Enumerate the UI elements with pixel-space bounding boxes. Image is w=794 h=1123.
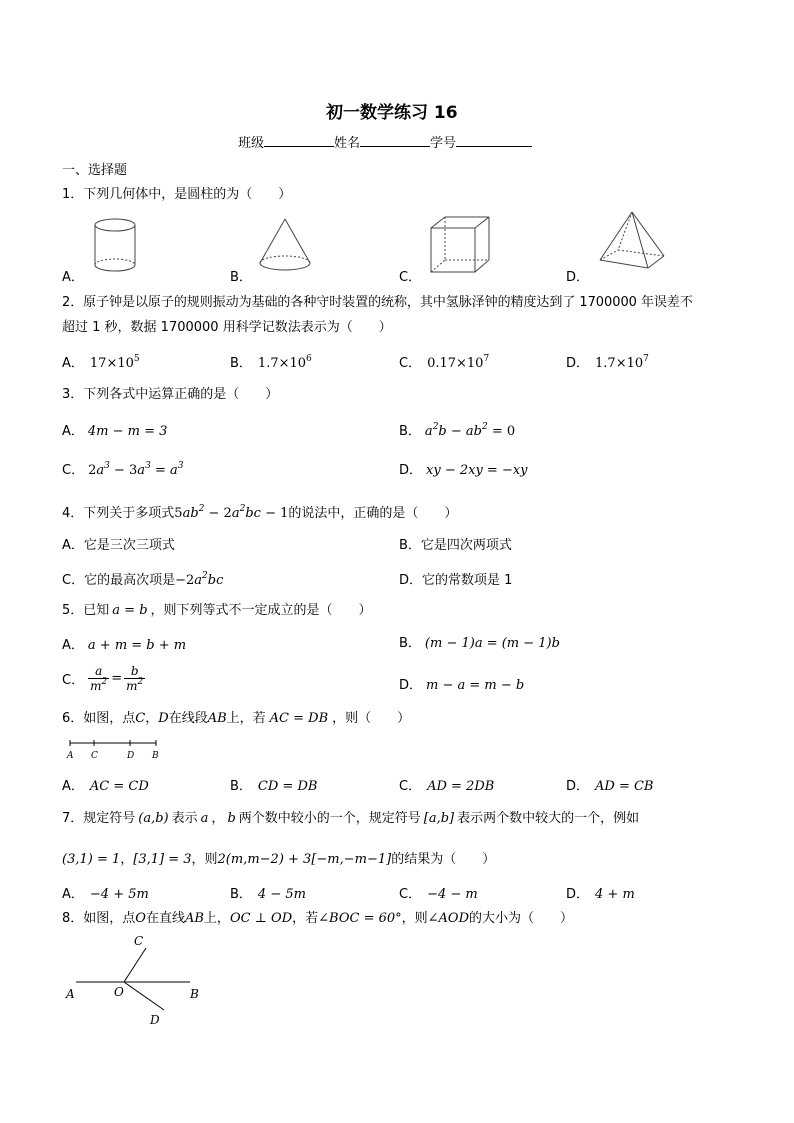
q7-option-d[interactable]: [566, 883, 635, 902]
q6-option-a[interactable]: [62, 775, 149, 794]
section-heading: 一、选择题: [62, 163, 128, 178]
option-exponent: 6: [306, 354, 312, 364]
point-label: O: [135, 911, 146, 926]
option-math: 4 + m: [595, 887, 635, 902]
q1-option-c[interactable]: C．: [399, 270, 422, 285]
option-label: D．: [566, 356, 590, 371]
point-label: C: [135, 711, 146, 726]
q5-option-b[interactable]: [399, 632, 560, 651]
q3-option-d[interactable]: [399, 459, 528, 478]
name-blank[interactable]: [360, 134, 430, 147]
point-b-label: B: [152, 751, 159, 761]
q3-option-b[interactable]: [399, 420, 515, 439]
option-math: AD = 2DB: [427, 779, 495, 794]
option-math: m − a = m − b: [426, 678, 525, 693]
student-info-line: [238, 132, 532, 151]
stem-text: 6．如图，点: [62, 711, 136, 726]
option-label: B．: [230, 779, 252, 794]
angle-expression: ∠BOC = 60°: [318, 911, 402, 926]
option-label: D．: [566, 887, 590, 902]
question-7-line-1: 7．规定符号 (a,b) 表示 a ， b 两个数中较小的一个，规定符号 [a,b] 表示两个数中较大的一个，例如: [62, 811, 640, 826]
option-exponent: 7: [643, 354, 649, 364]
cube-icon: [428, 214, 494, 274]
cylinder-icon: [90, 215, 146, 277]
cone-icon: [255, 215, 315, 277]
option-label: D．: [399, 463, 423, 478]
class-blank[interactable]: [264, 134, 334, 147]
q4-option-b[interactable]: B．它是四次两项式: [399, 538, 512, 553]
segment-diagram: [64, 737, 164, 763]
option-math: $-2a^2bc$: [175, 571, 224, 588]
example-max: [3,1] = 3: [133, 852, 192, 867]
stem-text: 5．已知: [62, 603, 110, 618]
point-a-label: A: [67, 751, 74, 761]
option-label: A．: [62, 779, 84, 794]
option-label: B．: [399, 424, 421, 439]
q3-option-c[interactable]: [62, 459, 183, 478]
option-math: AC = CD: [89, 779, 149, 794]
option-math: 4 − 5m: [257, 887, 306, 902]
stem-text: 在线段: [168, 711, 208, 726]
point-a-label: A: [66, 987, 75, 1001]
question-2-line-2: 超过 1 秒，数据 1700000 用科学记数法表示为（ ）: [62, 320, 392, 335]
q7-option-b[interactable]: [230, 883, 306, 902]
option-math: 1.7×10: [257, 356, 307, 371]
option-math: 4m − m = 3: [87, 424, 168, 439]
option-math: −4 + 5m: [89, 887, 149, 902]
q5-option-c[interactable]: C． $\frac{a}{m^2}$ = $\frac{b}{m^2}$: [62, 664, 144, 693]
option-math: 17×10: [89, 356, 134, 371]
question-7-line-2: (3,1) = 1，[3,1] = 3，则2(m,m−2) + 3[−m,−m−1]的结果为（ ）: [62, 852, 496, 867]
q4-option-a[interactable]: A．它是三次三项式: [62, 538, 175, 553]
option-math: AD = CB: [595, 779, 654, 794]
stem-text: 两个数中较小的一个，规定符号: [238, 811, 421, 826]
option-math: $2a^3 - 3a^3 = a^3$: [88, 461, 184, 478]
stem-text: 表示两个数中较大的一个，例如: [457, 811, 640, 826]
stem-text: ，: [211, 811, 225, 826]
option-exponent: 5: [133, 354, 140, 364]
option-label: C．: [62, 463, 85, 478]
q1-option-d[interactable]: D．: [566, 270, 590, 285]
stem-text: ，若: [292, 911, 319, 926]
option-math: (m − 1)a = (m − 1)b: [424, 636, 560, 651]
q6-option-b[interactable]: [230, 775, 317, 794]
q4-option-d[interactable]: D．它的常数项是 1: [399, 573, 513, 588]
option-label: B．: [399, 636, 421, 651]
option-label: C．: [399, 887, 422, 902]
option-math: xy − 2xy = −xy: [426, 463, 528, 478]
option-math: $a^2b - ab^2 = 0$: [424, 422, 516, 439]
angle-target: ∠AOD: [427, 911, 470, 926]
option-math: −4 − m: [427, 887, 478, 902]
option-label: C．: [399, 779, 422, 794]
stem-text: 的说法中，正确的是（ ）: [288, 506, 458, 521]
stem-text: 上，若: [226, 711, 266, 726]
option-label: A．: [62, 356, 84, 371]
option-label: A．: [62, 424, 84, 439]
option-label: D．: [399, 678, 423, 693]
perpendicular-expression: OC ⊥ OD: [229, 911, 293, 926]
point-o-label: O: [114, 985, 124, 999]
stem-text: ，则下列等式不一定成立的是（ ）: [150, 603, 372, 618]
page-title: 初一数学练习 16: [326, 103, 458, 123]
stem-text: 4．下列关于多项式: [62, 506, 175, 521]
option-exponent: 7: [483, 354, 490, 364]
stem-math: AC = DB: [269, 711, 329, 726]
point-d-label: D: [127, 751, 135, 761]
stem-text: 上，: [203, 911, 230, 926]
q4-option-c[interactable]: [62, 569, 223, 588]
stem-text: 的大小为（ ）: [469, 911, 574, 926]
polynomial-expression: $5ab^2 - 2a^2bc - 1$: [174, 504, 289, 521]
class-label: 班级: [238, 136, 265, 151]
q2-option-c[interactable]: [399, 352, 489, 371]
stem-text: 8．如图，点: [62, 911, 136, 926]
question-6-stem: [62, 707, 410, 726]
question-4-stem: [62, 502, 457, 521]
q7-option-c[interactable]: [399, 883, 478, 902]
option-label: C．: [62, 673, 85, 688]
stem-text: ，则（ ）: [332, 711, 411, 726]
question-8-stem: 8．如图，点O在直线AB上，OC ⊥ OD，若∠BOC = 60°，则∠AOD的大小为（ ）: [62, 911, 574, 926]
point-label: D: [158, 711, 169, 726]
point-c-label: C: [134, 934, 144, 948]
q1-option-b[interactable]: B．: [230, 270, 252, 285]
name-label: 姓名: [334, 136, 361, 151]
question-5-stem: [62, 599, 372, 618]
id-blank[interactable]: [456, 134, 532, 147]
q1-option-a[interactable]: A．: [62, 270, 84, 285]
id-label: 学号: [430, 136, 457, 151]
q6-option-c[interactable]: [399, 775, 494, 794]
stem-text: 7．规定符号: [62, 811, 136, 826]
min-symbol: (a,b): [138, 811, 169, 826]
stem-text: 表示: [171, 811, 198, 826]
q2-option-b[interactable]: [230, 352, 312, 371]
stem-text: ，: [145, 711, 159, 726]
point-d-label: D: [150, 1013, 160, 1027]
stem-text: ，则: [191, 852, 218, 867]
q3-option-a[interactable]: [62, 420, 167, 439]
option-text: C．它的最高次项是: [62, 573, 176, 588]
target-expression: 2(m,m−2) + 3[−m,−m−1]: [217, 852, 392, 867]
option-label: D．: [566, 779, 590, 794]
q5-option-a[interactable]: [62, 634, 186, 653]
angle-diagram: [62, 930, 212, 1030]
option-math: 0.17×10: [427, 356, 484, 371]
fraction-a-over-m2: $\frac{a}{m^2}$: [90, 664, 108, 693]
q2-option-a[interactable]: [62, 352, 140, 371]
fraction-b-over-m2: $\frac{b}{m^2}$: [126, 664, 144, 693]
stem-text: ，则: [401, 911, 428, 926]
example-min: (3,1) = 1: [62, 852, 121, 867]
option-label: B．: [230, 887, 252, 902]
option-label: B．: [230, 356, 252, 371]
question-1-stem: 1．下列几何体中，是圆柱的为（ ）: [62, 187, 292, 202]
q6-option-d[interactable]: [566, 775, 653, 794]
stem-text: 在直线: [145, 911, 185, 926]
stem-math: a = b: [112, 603, 148, 618]
question-3-stem: 3．下列各式中运算正确的是（ ）: [62, 387, 279, 402]
option-math: 1.7×10: [595, 356, 644, 371]
q5-option-d[interactable]: [399, 674, 524, 693]
option-label: A．: [62, 887, 84, 902]
option-math: a + m = b + m: [87, 638, 187, 653]
option-label: A．: [62, 638, 84, 653]
pyramid-icon: [596, 208, 668, 274]
q2-option-d[interactable]: [566, 352, 649, 371]
option-math: CD = DB: [257, 779, 318, 794]
stem-text: 的结果为（ ）: [391, 852, 496, 867]
point-b-label: B: [190, 987, 199, 1001]
question-2-line-1: 2．原子钟是以原子的规则振动为基础的各种守时装置的统称，其中氢脉泽钟的精度达到了 1700000 年误差不: [62, 295, 693, 310]
option-label: C．: [399, 356, 422, 371]
segment-ab: AB: [207, 711, 227, 726]
point-c-label: C: [91, 751, 98, 761]
q7-option-a[interactable]: [62, 883, 149, 902]
max-symbol: [a,b]: [423, 811, 455, 826]
